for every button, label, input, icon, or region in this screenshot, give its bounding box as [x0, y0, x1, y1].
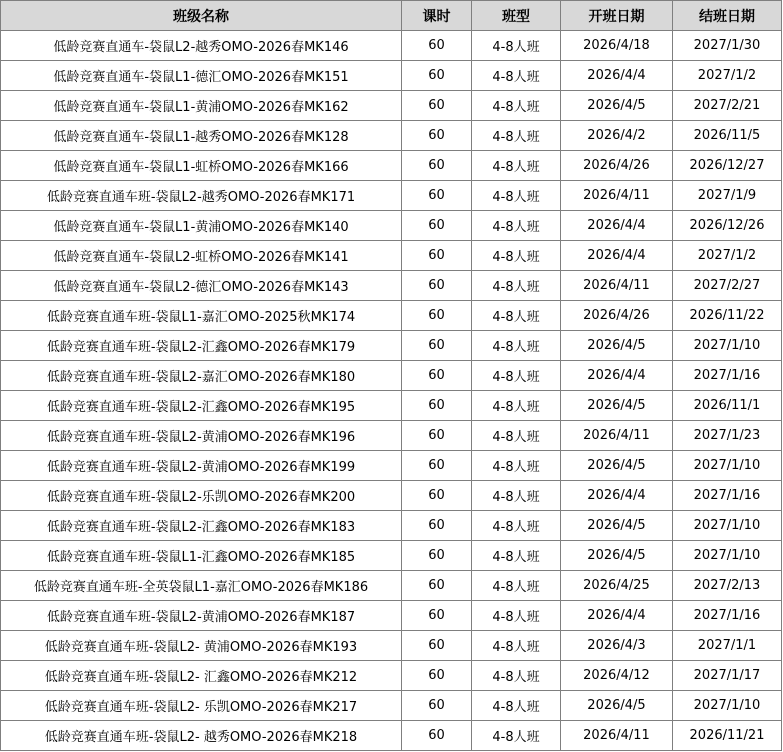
cell-class-type: 4-8人班	[472, 541, 561, 571]
cell-hours: 60	[402, 361, 472, 391]
cell-start-date: 2026/4/11	[561, 271, 673, 301]
cell-end-date: 2027/1/10	[673, 511, 782, 541]
cell-start-date: 2026/4/11	[561, 181, 673, 211]
cell-class-type: 4-8人班	[472, 601, 561, 631]
table-row	[1, 301, 782, 331]
cell-hours: 60	[402, 91, 472, 121]
table-row	[1, 451, 782, 481]
table-row	[1, 241, 782, 271]
cell-hours: 60	[402, 631, 472, 661]
cell-end-date: 2027/1/23	[673, 421, 782, 451]
table-body	[1, 31, 782, 751]
cell-start-date: 2026/4/3	[561, 631, 673, 661]
cell-start-date: 2026/4/4	[561, 211, 673, 241]
cell-start-date: 2026/4/18	[561, 31, 673, 61]
cell-class-type: 4-8人班	[472, 451, 561, 481]
cell-class-type: 4-8人班	[472, 661, 561, 691]
table-row	[1, 91, 782, 121]
cell-end-date: 2026/11/21	[673, 721, 782, 751]
cell-class-name: 低龄竞赛直通车班-袋鼠L2- 越秀OMO-2026春MK218	[1, 721, 402, 751]
cell-class-type: 4-8人班	[472, 571, 561, 601]
cell-start-date: 2026/4/4	[561, 601, 673, 631]
cell-hours: 60	[402, 721, 472, 751]
table-row	[1, 511, 782, 541]
cell-hours: 60	[402, 451, 472, 481]
cell-start-date: 2026/4/5	[561, 511, 673, 541]
table-row	[1, 181, 782, 211]
cell-start-date: 2026/4/26	[561, 301, 673, 331]
cell-end-date: 2027/1/10	[673, 331, 782, 361]
table-row	[1, 631, 782, 661]
cell-start-date: 2026/4/5	[561, 331, 673, 361]
cell-end-date: 2027/1/17	[673, 661, 782, 691]
cell-class-type: 4-8人班	[472, 331, 561, 361]
cell-hours: 60	[402, 421, 472, 451]
cell-end-date: 2027/2/27	[673, 271, 782, 301]
table-row	[1, 61, 782, 91]
cell-start-date: 2026/4/5	[561, 691, 673, 721]
cell-class-type: 4-8人班	[472, 391, 561, 421]
cell-class-type: 4-8人班	[472, 61, 561, 91]
cell-hours: 60	[402, 331, 472, 361]
cell-class-type: 4-8人班	[472, 361, 561, 391]
cell-hours: 60	[402, 271, 472, 301]
table-row	[1, 151, 782, 181]
cell-end-date: 2027/1/30	[673, 31, 782, 61]
cell-class-type: 4-8人班	[472, 151, 561, 181]
cell-start-date: 2026/4/4	[561, 361, 673, 391]
cell-class-name: 低龄竞赛直通车班-袋鼠L1-嘉汇OMO-2025秋MK174	[1, 301, 402, 331]
cell-end-date: 2027/1/16	[673, 361, 782, 391]
table-row	[1, 601, 782, 631]
cell-class-type: 4-8人班	[472, 481, 561, 511]
table-row	[1, 211, 782, 241]
header-class-name: 班级名称	[1, 1, 402, 31]
cell-class-name: 低龄竞赛直通车班-袋鼠L2-嘉汇OMO-2026春MK180	[1, 361, 402, 391]
cell-class-type: 4-8人班	[472, 241, 561, 271]
cell-start-date: 2026/4/5	[561, 541, 673, 571]
cell-end-date: 2027/1/16	[673, 481, 782, 511]
cell-class-name: 低龄竞赛直通车班-袋鼠L2-汇鑫OMO-2026春MK195	[1, 391, 402, 421]
header-hours: 课时	[402, 1, 472, 31]
cell-class-name: 低龄竞赛直通车班-袋鼠L2-黄浦OMO-2026春MK196	[1, 421, 402, 451]
cell-class-name: 低龄竞赛直通车班-袋鼠L2- 汇鑫OMO-2026春MK212	[1, 661, 402, 691]
cell-class-name: 低龄竞赛直通车班-袋鼠L1-汇鑫OMO-2026春MK185	[1, 541, 402, 571]
cell-class-name: 低龄竞赛直通车班-袋鼠L2-黄浦OMO-2026春MK187	[1, 601, 402, 631]
table-row	[1, 481, 782, 511]
cell-end-date: 2026/11/22	[673, 301, 782, 331]
cell-class-type: 4-8人班	[472, 721, 561, 751]
cell-start-date: 2026/4/5	[561, 451, 673, 481]
header-end-date: 结班日期	[673, 1, 782, 31]
cell-class-name: 低龄竞赛直通车-袋鼠L1-黄浦OMO-2026春MK140	[1, 211, 402, 241]
header-row	[1, 1, 782, 31]
cell-class-name: 低龄竞赛直通车班-全英袋鼠L1-嘉汇OMO-2026春MK186	[1, 571, 402, 601]
cell-class-type: 4-8人班	[472, 631, 561, 661]
table-row	[1, 421, 782, 451]
cell-class-name: 低龄竞赛直通车-袋鼠L1-虹桥OMO-2026春MK166	[1, 151, 402, 181]
cell-end-date: 2027/1/10	[673, 691, 782, 721]
table-row	[1, 661, 782, 691]
cell-hours: 60	[402, 511, 472, 541]
table-row	[1, 31, 782, 61]
cell-start-date: 2026/4/12	[561, 661, 673, 691]
cell-hours: 60	[402, 691, 472, 721]
cell-class-name: 低龄竞赛直通车班-袋鼠L2-越秀OMO-2026春MK171	[1, 181, 402, 211]
cell-class-name: 低龄竞赛直通车班-袋鼠L2-汇鑫OMO-2026春MK183	[1, 511, 402, 541]
cell-hours: 60	[402, 301, 472, 331]
cell-class-name: 低龄竞赛直通车班-袋鼠L2-黄浦OMO-2026春MK199	[1, 451, 402, 481]
cell-start-date: 2026/4/4	[561, 241, 673, 271]
cell-class-type: 4-8人班	[472, 31, 561, 61]
cell-hours: 60	[402, 151, 472, 181]
cell-hours: 60	[402, 601, 472, 631]
cell-hours: 60	[402, 481, 472, 511]
cell-end-date: 2026/11/1	[673, 391, 782, 421]
cell-end-date: 2027/1/10	[673, 451, 782, 481]
cell-class-type: 4-8人班	[472, 211, 561, 241]
cell-start-date: 2026/4/11	[561, 421, 673, 451]
table-row	[1, 271, 782, 301]
cell-end-date: 2027/1/9	[673, 181, 782, 211]
cell-end-date: 2027/1/2	[673, 61, 782, 91]
cell-hours: 60	[402, 61, 472, 91]
cell-end-date: 2027/1/2	[673, 241, 782, 271]
header-start-date: 开班日期	[561, 1, 673, 31]
table-row	[1, 571, 782, 601]
cell-class-name: 低龄竞赛直通车-袋鼠L2-越秀OMO-2026春MK146	[1, 31, 402, 61]
table-row	[1, 721, 782, 751]
cell-start-date: 2026/4/25	[561, 571, 673, 601]
cell-hours: 60	[402, 391, 472, 421]
table-row	[1, 121, 782, 151]
cell-class-type: 4-8人班	[472, 121, 561, 151]
cell-class-name: 低龄竞赛直通车-袋鼠L2-德汇OMO-2026春MK143	[1, 271, 402, 301]
cell-hours: 60	[402, 181, 472, 211]
cell-start-date: 2026/4/5	[561, 391, 673, 421]
cell-start-date: 2026/4/4	[561, 61, 673, 91]
cell-end-date: 2027/1/1	[673, 631, 782, 661]
cell-end-date: 2027/2/21	[673, 91, 782, 121]
cell-end-date: 2026/12/27	[673, 151, 782, 181]
cell-hours: 60	[402, 241, 472, 271]
cell-end-date: 2026/11/5	[673, 121, 782, 151]
table-row	[1, 361, 782, 391]
cell-hours: 60	[402, 661, 472, 691]
cell-class-name: 低龄竞赛直通车班-袋鼠L2-汇鑫OMO-2026春MK179	[1, 331, 402, 361]
table-row	[1, 691, 782, 721]
table-row	[1, 391, 782, 421]
cell-start-date: 2026/4/4	[561, 481, 673, 511]
cell-class-name: 低龄竞赛直通车班-袋鼠L2- 乐凯OMO-2026春MK217	[1, 691, 402, 721]
cell-class-type: 4-8人班	[472, 271, 561, 301]
cell-hours: 60	[402, 571, 472, 601]
cell-class-type: 4-8人班	[472, 181, 561, 211]
cell-class-name: 低龄竞赛直通车-袋鼠L1-德汇OMO-2026春MK151	[1, 61, 402, 91]
cell-end-date: 2027/1/16	[673, 601, 782, 631]
cell-class-name: 低龄竞赛直通车-袋鼠L2-虹桥OMO-2026春MK141	[1, 241, 402, 271]
cell-hours: 60	[402, 541, 472, 571]
cell-class-type: 4-8人班	[472, 511, 561, 541]
cell-class-name: 低龄竞赛直通车班-袋鼠L2-乐凯OMO-2026春MK200	[1, 481, 402, 511]
cell-start-date: 2026/4/2	[561, 121, 673, 151]
cell-hours: 60	[402, 211, 472, 241]
cell-class-type: 4-8人班	[472, 301, 561, 331]
table-row	[1, 331, 782, 361]
cell-hours: 60	[402, 121, 472, 151]
header-class-type: 班型	[472, 1, 561, 31]
cell-class-name: 低龄竞赛直通车-袋鼠L1-越秀OMO-2026春MK128	[1, 121, 402, 151]
cell-class-name: 低龄竞赛直通车-袋鼠L1-黄浦OMO-2026春MK162	[1, 91, 402, 121]
cell-end-date: 2026/12/26	[673, 211, 782, 241]
cell-end-date: 2027/1/10	[673, 541, 782, 571]
cell-start-date: 2026/4/26	[561, 151, 673, 181]
cell-class-type: 4-8人班	[472, 691, 561, 721]
cell-class-name: 低龄竞赛直通车班-袋鼠L2- 黄浦OMO-2026春MK193	[1, 631, 402, 661]
cell-start-date: 2026/4/5	[561, 91, 673, 121]
cell-start-date: 2026/4/11	[561, 721, 673, 751]
cell-class-type: 4-8人班	[472, 421, 561, 451]
cell-class-type: 4-8人班	[472, 91, 561, 121]
cell-hours: 60	[402, 31, 472, 61]
cell-end-date: 2027/2/13	[673, 571, 782, 601]
table-row	[1, 541, 782, 571]
